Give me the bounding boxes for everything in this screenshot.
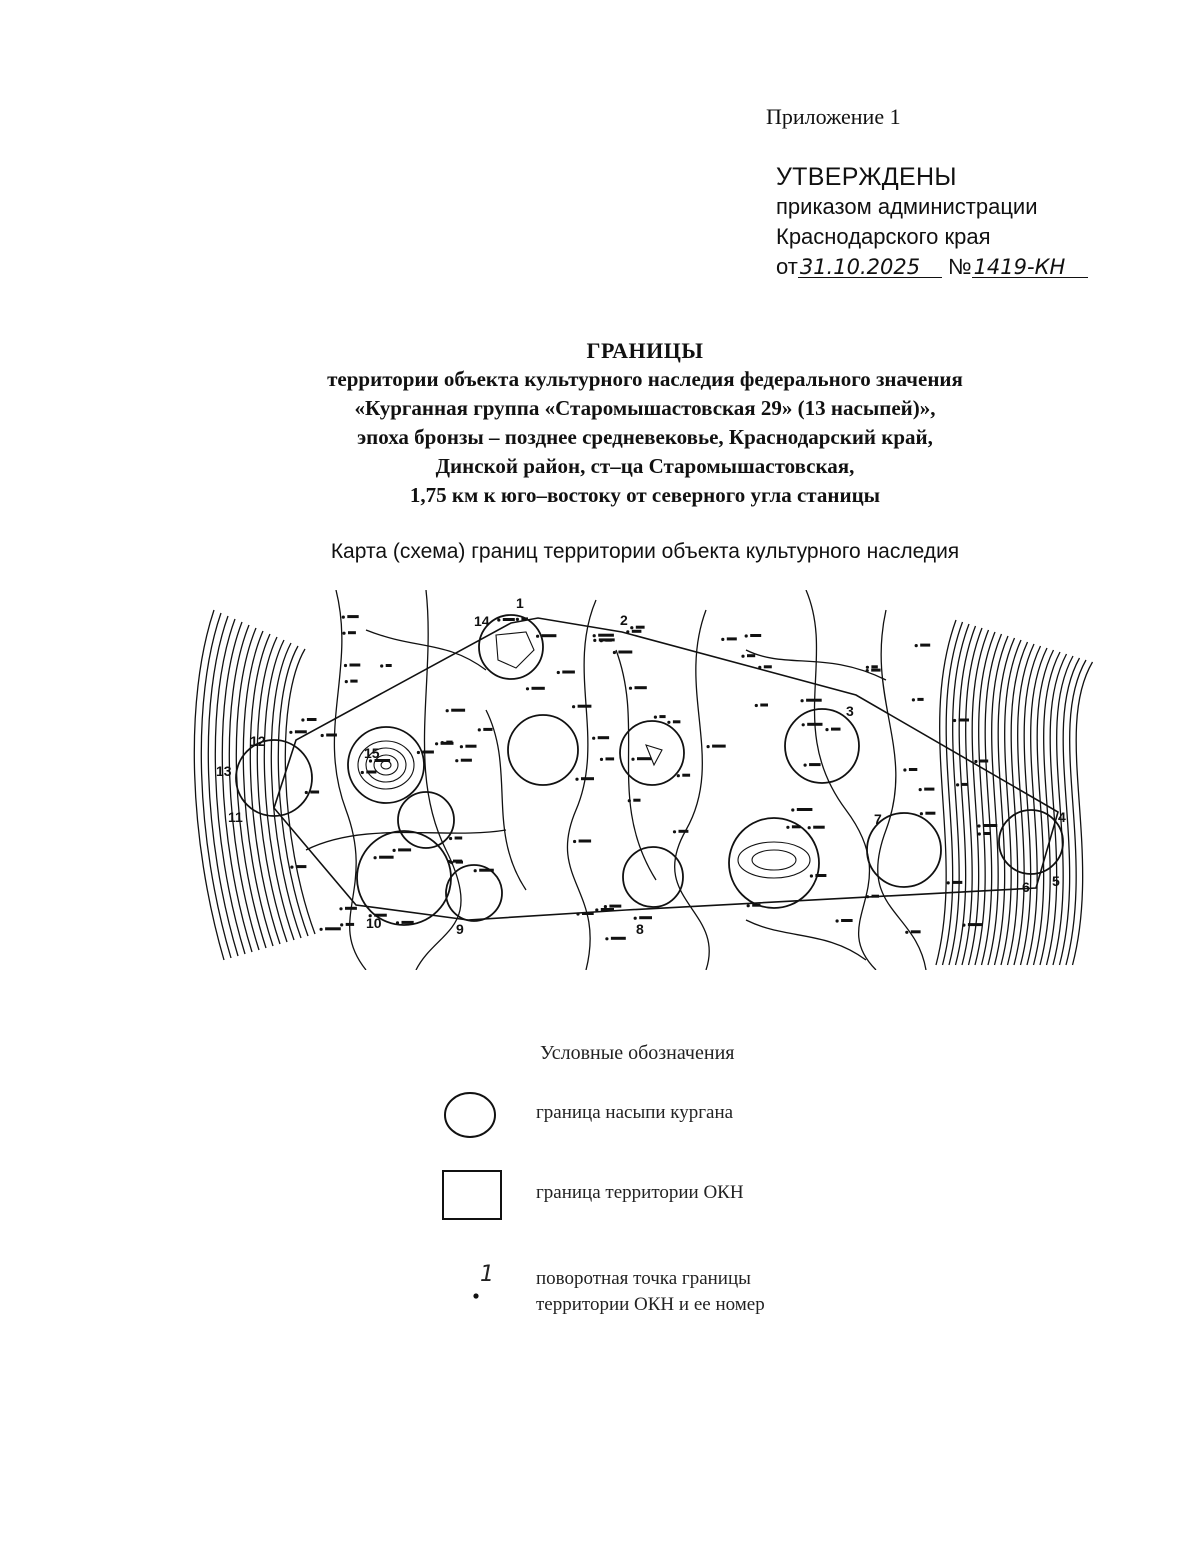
appendix-label: Приложение 1 <box>766 104 901 129</box>
contour-line <box>1021 646 1041 965</box>
contour-line <box>806 590 876 970</box>
elevation-point <box>301 718 304 721</box>
elevation-value-mark <box>747 654 755 657</box>
elevation-point <box>802 723 805 726</box>
elevation-value-mark <box>348 631 356 634</box>
elevation-point <box>478 728 481 731</box>
elevation-point <box>340 923 343 926</box>
elevation-marks <box>289 615 997 940</box>
circle-symbol-icon <box>440 1090 500 1140</box>
contour-line <box>982 634 1002 965</box>
mound-circle <box>446 865 502 921</box>
elevation-value-mark <box>578 705 592 708</box>
elevation-point <box>342 616 345 619</box>
elevation-value-mark <box>579 840 592 843</box>
elevation-value-mark <box>920 644 930 647</box>
point-label: 11 <box>228 809 243 825</box>
elevation-value-mark <box>398 848 411 851</box>
approval-block <box>776 162 1088 282</box>
elevation-point <box>600 758 603 761</box>
elevation-point <box>393 849 396 852</box>
elevation-point <box>435 742 438 745</box>
mound-circle <box>623 847 683 907</box>
mound-circle <box>508 715 578 785</box>
elevation-value-mark <box>609 905 621 908</box>
elevation-point <box>747 904 750 907</box>
elevation-value-mark <box>350 680 357 683</box>
elevation-point <box>573 840 576 843</box>
point-label: 5 <box>1052 873 1060 889</box>
point-label: 1 <box>516 595 524 611</box>
elevation-value-mark <box>461 759 472 762</box>
point-label: 15 <box>364 745 380 761</box>
elevation-value-mark <box>871 665 877 668</box>
contour-line <box>1014 644 1034 965</box>
elevation-value-mark <box>871 669 880 672</box>
elevation-value-mark <box>909 768 917 771</box>
elevation-point <box>808 826 811 829</box>
point-label: 8 <box>636 921 644 937</box>
elevation-point <box>786 826 789 829</box>
elevation-value-mark <box>679 830 689 833</box>
elevation-value-mark <box>636 626 645 629</box>
elevation-value-mark <box>532 687 545 690</box>
elevation-value-mark <box>831 728 841 731</box>
contour-lines <box>194 590 1092 970</box>
legend-point-label-2: территории ОКН и ее номер <box>536 1294 765 1315</box>
elevation-value-mark <box>813 826 825 829</box>
contour-line <box>1066 660 1086 965</box>
elevation-value-mark <box>637 757 651 760</box>
elevation-value-mark <box>503 618 515 621</box>
legend-item-mound <box>440 1090 734 1146</box>
point-label: 13 <box>216 763 232 779</box>
elevation-value-mark <box>659 715 665 718</box>
elevation-point <box>289 731 292 734</box>
approved-heading: УТВЕРЖДЕНЫ <box>776 163 957 191</box>
elevation-point <box>947 881 950 884</box>
contour-line <box>1001 640 1021 965</box>
elevation-value-mark <box>562 671 575 674</box>
elevation-value-mark <box>962 783 968 786</box>
elevation-point <box>628 799 631 802</box>
elevation-value-mark <box>618 651 632 654</box>
legend-item-territory <box>440 1168 744 1228</box>
elevation-value-mark <box>345 907 357 910</box>
elevation-value-mark <box>639 916 652 919</box>
elevation-value-mark <box>760 704 768 707</box>
elevation-point <box>866 669 869 672</box>
elevation-point <box>345 680 348 683</box>
elevation-value-mark <box>296 865 307 868</box>
title-line-4: Динской район, ст–ца Старомышастовская, <box>435 454 855 478</box>
elevation-value-mark <box>346 923 354 926</box>
elevation-value-mark <box>295 730 307 733</box>
date-number-line <box>776 252 1088 282</box>
title-line-1: территории объекта культурного наследия федерального значения <box>327 367 963 391</box>
legend-territory-label: граница территории ОКН <box>536 1182 744 1203</box>
square-symbol-icon <box>440 1168 504 1222</box>
contour-line <box>943 622 963 965</box>
elevation-value-mark <box>350 664 361 667</box>
elevation-value-mark <box>483 728 492 731</box>
elevation-value-mark <box>797 808 813 811</box>
date-value: 31.10.2025 <box>798 257 942 278</box>
elevation-value-mark <box>764 665 772 668</box>
elevation-point <box>836 919 839 922</box>
contour-line <box>949 624 969 965</box>
point-label: 3 <box>846 703 854 719</box>
elevation-point <box>962 924 965 927</box>
title-heading: ГРАНИЦЫ <box>586 338 704 363</box>
elevation-value-mark <box>750 634 761 637</box>
elevation-point <box>631 758 634 761</box>
point-label: 2 <box>620 612 628 628</box>
point-labels <box>216 595 1066 937</box>
contour-line <box>988 636 1008 965</box>
contour-line <box>962 628 982 965</box>
contour-line <box>1008 642 1028 965</box>
elevation-point <box>677 774 680 777</box>
elevation-point <box>605 937 608 940</box>
elevation-value-mark <box>598 634 614 637</box>
contour-line <box>936 620 956 965</box>
elevation-value-mark <box>451 709 465 712</box>
elevation-value-mark <box>809 763 821 766</box>
mound-circle <box>348 727 424 803</box>
elevation-value-mark <box>453 860 462 863</box>
elevation-point <box>810 874 813 877</box>
elevation-point <box>339 907 342 910</box>
elevation-value-mark <box>841 919 853 922</box>
elevation-point <box>804 764 807 767</box>
elevation-point <box>536 635 539 638</box>
elevation-value-mark <box>326 734 337 737</box>
point-label: 12 <box>250 733 266 749</box>
contour-line <box>1040 652 1060 965</box>
elevation-point <box>630 626 633 629</box>
elevation-point <box>801 699 804 702</box>
elevation-value-mark <box>606 757 615 760</box>
elevation-value-mark <box>952 881 962 884</box>
elevation-value-mark <box>806 699 822 702</box>
elevation-point <box>455 759 458 762</box>
elevation-point <box>474 869 477 872</box>
title-line-2: «Курганная группа «Старомышастовская 29» (13 насыпей)», <box>354 396 936 420</box>
elevation-point <box>374 856 377 859</box>
elevation-point <box>741 655 744 658</box>
elevation-value-mark <box>611 937 626 940</box>
elevation-point <box>446 709 449 712</box>
elevation-value-mark <box>673 720 681 723</box>
legend-point-label-1: поворотная точка границы <box>536 1268 751 1289</box>
point-label: 4 <box>1058 809 1066 825</box>
elevation-point <box>654 716 657 719</box>
elevation-point <box>755 704 758 707</box>
contour-line <box>956 626 976 965</box>
elevation-point <box>920 812 923 815</box>
elevation-value-mark <box>682 774 690 777</box>
elevation-point <box>745 634 748 637</box>
point-label: 7 <box>874 811 882 827</box>
elevation-value-mark <box>307 718 317 721</box>
elevation-point <box>629 687 632 690</box>
elevation-value-mark <box>310 791 319 794</box>
elevation-value-mark <box>959 719 969 722</box>
contour-line <box>746 920 866 960</box>
elevation-point <box>978 832 981 835</box>
document-title <box>0 336 1200 510</box>
elevation-point <box>441 741 444 744</box>
elevation-value-mark <box>632 630 642 633</box>
contour-line <box>1027 648 1047 965</box>
map-caption: Карта (схема) границ территории объекта культурного наследия <box>330 540 960 563</box>
legend-item-point <box>440 1262 765 1318</box>
contour-line <box>969 630 989 965</box>
okn-territory-boundary <box>274 618 1058 920</box>
elevation-point <box>305 791 308 794</box>
elevation-value-mark <box>727 637 737 640</box>
elevation-value-mark <box>446 741 452 744</box>
elevation-value-mark <box>465 745 476 748</box>
elevation-point <box>956 783 959 786</box>
mound-circle <box>398 792 454 848</box>
boundary-map <box>186 590 1096 970</box>
elevation-value-mark <box>712 745 726 748</box>
elevation-value-mark <box>925 812 935 815</box>
elevation-value-mark <box>347 615 358 618</box>
elevation-point <box>791 808 794 811</box>
elevation-value-mark <box>581 777 594 780</box>
number-value: 1419-КН <box>972 257 1088 278</box>
elevation-point <box>593 639 596 642</box>
elevation-point <box>321 734 324 737</box>
contour-line <box>995 638 1015 965</box>
elevation-point <box>575 778 578 781</box>
elevation-value-mark <box>968 923 983 926</box>
date-prefix: от <box>776 254 798 279</box>
legend-point-number: 1 <box>480 1262 494 1287</box>
elevation-point <box>417 751 420 754</box>
elevation-value-mark <box>983 832 991 835</box>
elevation-point <box>344 664 347 667</box>
contour-line <box>366 630 486 670</box>
mound-boundaries <box>236 615 1063 925</box>
elevation-value-mark <box>633 799 640 802</box>
approved-by-line-1: приказом администрации <box>776 194 1038 219</box>
elevation-point <box>320 928 323 931</box>
elevation-value-mark <box>422 751 434 754</box>
elevation-point <box>974 760 977 763</box>
elevation-point <box>977 824 980 827</box>
contour-line <box>975 632 995 965</box>
elevation-point <box>613 651 616 654</box>
legend-mound-label: граница насыпи кургана <box>536 1102 734 1123</box>
elevation-value-mark <box>911 930 921 933</box>
elevation-point <box>905 931 908 934</box>
mound-circle <box>620 721 684 785</box>
point-label: 9 <box>456 921 464 937</box>
elevation-point <box>460 745 463 748</box>
elevation-value-mark <box>598 736 609 739</box>
elevation-point <box>667 721 670 724</box>
elevation-point <box>593 634 596 637</box>
point-label: 6 <box>1022 879 1030 895</box>
elevation-point <box>449 837 452 840</box>
elevation-point <box>915 644 918 647</box>
contour-line <box>486 710 526 890</box>
elevation-point <box>380 664 383 667</box>
elevation-value-mark <box>980 760 988 763</box>
elevation-value-mark <box>379 856 394 859</box>
contour-line <box>1073 662 1093 965</box>
contour-line <box>675 610 710 970</box>
title-line-3: эпоха бронзы – позднее средневековье, Краснодарский край, <box>357 425 933 449</box>
elevation-point <box>912 698 915 701</box>
elevation-value-mark <box>983 824 997 827</box>
elevation-point <box>361 771 364 774</box>
elevation-point <box>721 638 724 641</box>
elevation-point <box>526 687 529 690</box>
elevation-point <box>673 830 676 833</box>
elevation-value-mark <box>599 638 615 641</box>
elevation-value-mark <box>917 698 923 701</box>
elevation-point <box>903 768 906 771</box>
elevation-point <box>516 618 519 621</box>
title-line-5: 1,75 км к юго–востоку от северного угла станицы <box>409 483 881 507</box>
elevation-value-mark <box>386 664 392 667</box>
elevation-point <box>342 632 345 635</box>
elevation-value-mark <box>807 723 822 726</box>
elevation-point <box>953 719 956 722</box>
elevation-point <box>604 905 607 908</box>
mound-circle <box>785 709 859 783</box>
elevation-point <box>572 705 575 708</box>
elevation-point <box>919 788 922 791</box>
approved-by-line-2: Краснодарского края <box>776 224 991 249</box>
legend <box>440 1040 900 1340</box>
elevation-value-mark <box>635 686 647 689</box>
elevation-value-mark <box>924 788 934 791</box>
elevation-point <box>592 737 595 740</box>
elevation-value-mark <box>455 837 463 840</box>
elevation-value-mark <box>325 927 341 930</box>
point-label: 10 <box>366 915 382 931</box>
mound-circle <box>729 818 819 908</box>
contour-line <box>278 646 308 936</box>
legend-title: Условные обозначения <box>540 1042 735 1064</box>
elevation-point <box>290 866 293 869</box>
point-label: 14 <box>474 613 490 629</box>
elevation-point <box>707 745 710 748</box>
elevation-point <box>866 666 869 669</box>
elevation-point <box>557 671 560 674</box>
elevation-value-mark <box>542 634 557 637</box>
elevation-point <box>634 917 637 920</box>
elevation-point <box>825 728 828 731</box>
number-prefix: № <box>947 254 972 279</box>
